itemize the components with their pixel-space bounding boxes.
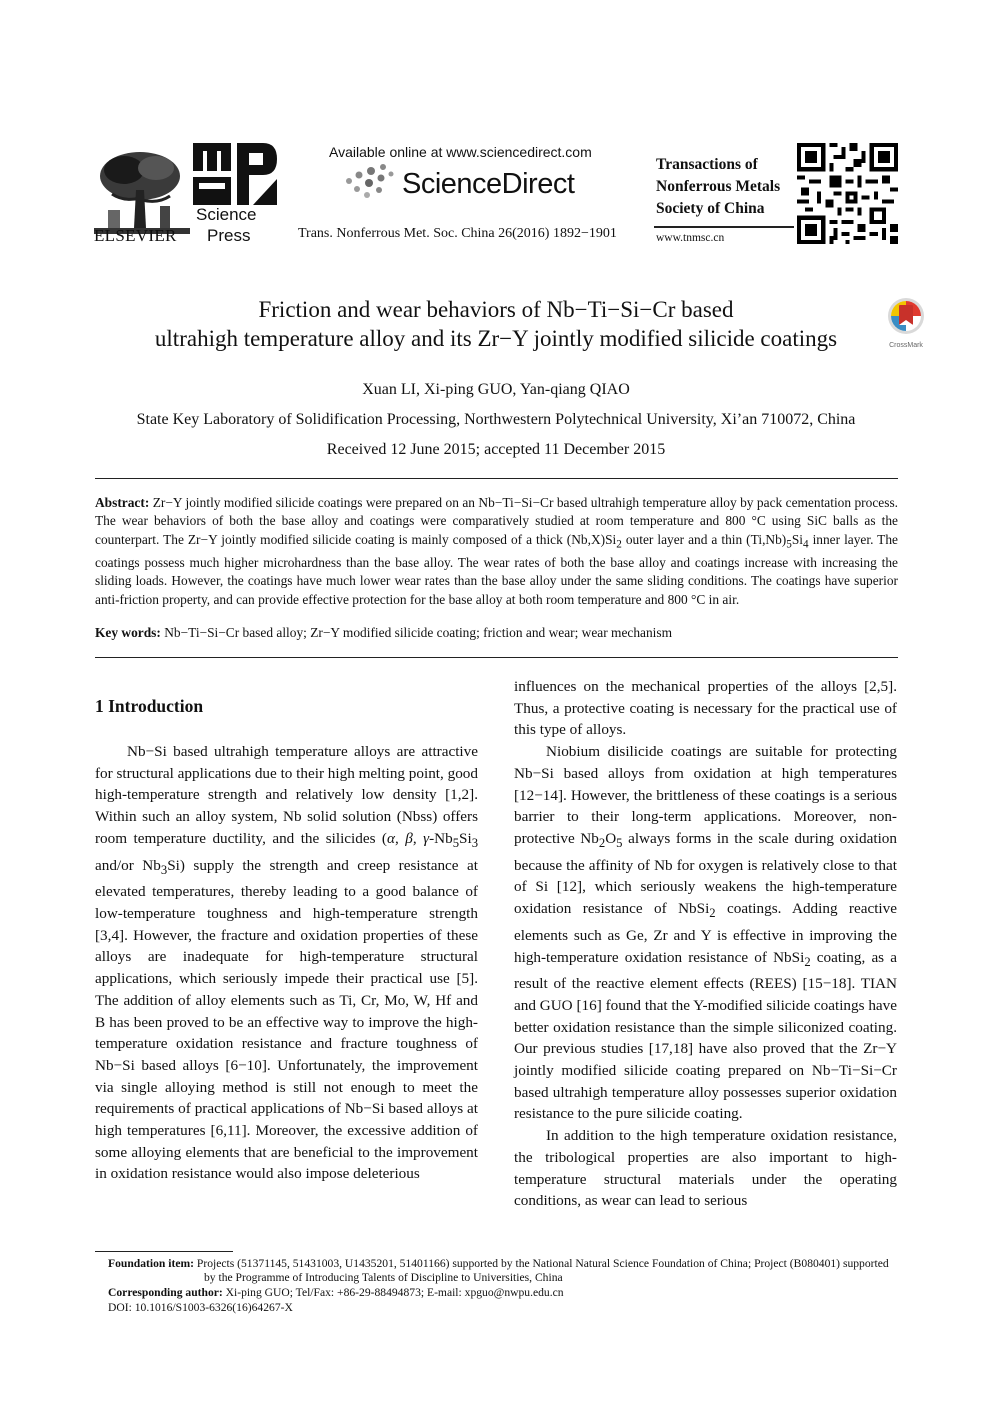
journal-citation: Trans. Nonferrous Met. Soc. China 26(2016) 1892−1901 [298,226,617,241]
journal-name-line: Nonferrous Metals [656,178,781,195]
title-line: ultrahigh temperature alloy and its Zr−Y jointly modified silicide coatings [154,326,838,351]
journal-divider [654,226,794,228]
journal-name [656,154,780,220]
abstract-text: inner layer. The coatings possess much higher microhardness than the base alloy. The wear rates of both the base alloy and coatings increase with increasing the sliding loads. However, the coatings have much lower wear rates than the base alloy under the same sliding conditions. The coatings have superior anti-friction property, and can provide effective protection for the base alloy at both room temperature and 800 °C in air. [95,531,899,607]
abstract [95,494,898,609]
sciencedirect-wordmark: ScienceDirect [402,168,575,200]
available-online-link[interactable]: Available online at www.sciencedirect.com [329,144,592,160]
elsevier-wordmark: ELSEVIER [94,226,177,245]
crossmark-label: CrossMark [889,342,923,349]
sciencedirect-dots-icon [343,163,397,201]
keywords-label: Key words: [95,625,161,640]
subscript: 2 [616,538,622,551]
keywords [95,624,898,642]
journal-name-line: Society of China [656,200,765,217]
abstract-top-rule [95,478,898,479]
science-press-line1: Science [196,205,257,224]
subscript: 4 [803,538,809,551]
keywords-text: Nb−Ti−Si−Cr based alloy; Zr−Y modified silicide coating; friction and wear; wear mechanism [160,625,673,640]
science-press-logo [193,143,277,205]
article-title [80,295,912,353]
journal-name-line: Transactions of [656,156,758,173]
abstract-text: Si [791,531,803,547]
affiliation: State Key Laboratory of Solidification Processing, Northwestern Polytechnical University, Xi’an 710072, China [136,411,856,428]
crossmark-badge[interactable] [884,296,928,349]
body-paragraph: Niobium disilicide coatings are suitable for protecting Nb−Si based alloys from oxidation at high temperatures [12−14]. However, the brittleness of these coatings is a serious barrier to their long-term applications. Moreover, non-protective $Nb_2O_5$ always forms in the scale during oxidation because the affinity of Nb for oxygen is relatively close to that of Si [12], which seriously weakens the high-temperature oxidation resistance of NbSi$_2$ coatings. Adding reactive elements such as Ge, Zr and Y is effective in improving the high-temperature oxidation resistance of NbSi$_2$ coating, as a result of the reactive element effects (REES) [15−18]. TIAN and GUO [16] found that the Y-modified silicide coatings have better oxidation resistance than the simple siliconized coating. Our previous studies [17,18] have also proved that the Zr−Y jointly modified silicide coating prepared on Nb−Ti−Si−Cr based ultrahigh temperature alloy possesses superior oxidation resistance to the pure silicide coating. [514,743,897,1123]
abstract-bottom-rule [95,657,898,658]
doi-footnote[interactable]: DOI: 10.1016/S1003-6326(16)64267-X [108,1301,293,1314]
right-column [514,676,897,1212]
body-paragraph: Nb−Si based ultrahigh temperature alloys are attractive for structural applications due to their high melting point, good high-temperature strength and relatively low density [1,2]. Within such an alloy system, Nb solid solution (Nbss) offers room temperature ductility, and the silicides (α, β, $\gamma-Nb_5Si_3$ and/or $Nb_3Si$) supply the strength and creep resistance at elevated temperatures, thereby leading to a good balance of low-temperature toughness and high-temperature strength [3,4]. However, the fracture and oxidation properties of these alloys are inadequate for high-temperature structural applications, which seriously impede their practical use [5]. The addition of alloy elements such as Ti, Cr, Mo, W, Hf and B has been proved to be an effective way to improve the high-temperature oxidation resistance and fracture toughness of Nb−Si based alloys [6−10]. Unfortunately, the improvement via single alloying method is still not enough to meet the requirements of practical applications of Nb−Si based alloys at high temperatures [6,11]. Moreover, the excessive addition of some alloying elements that are beneficial to the improvement in oxidation resistance would also impose deleterious [95,743,479,1183]
qr-code-icon [797,143,898,244]
body-paragraph-continued: influences on the mechanical properties of the alloys [2,5]. Thus, a protective coating is necessary for the practical use of this type of alloys. [514,678,897,739]
footnote-rule [95,1251,233,1252]
abstract-label: Abstract: [95,495,150,510]
received-dates: Received 12 June 2015; accepted 11 December 2015 [326,441,666,458]
science-press-line2: Press [207,226,251,245]
abstract-text: outer layer and a thin (Ti,Nb) [621,531,787,547]
body-paragraph: In addition to the high temperature oxidation resistance, the tribological properties are also important to high-temperature structural materials under the operating conditions, as wear can lead to serious [514,1127,897,1210]
journal-url-link[interactable]: www.tnmsc.cn [656,232,725,244]
title-line: Friction and wear behaviors of Nb−Ti−Si−Cr based [258,297,734,322]
subscript: 5 [786,538,792,551]
section-heading: 1 Introduction [95,696,204,716]
corresponding-author-footnote: Corresponding author: Xi-ping GUO; Tel/Fax: +86-29-88494873; E-mail: xpguo@nwpu.edu.cn [108,1286,564,1299]
abstract-text: Zr−Y jointly modified silicide coatings were prepared on an Nb−Ti−Si−Cr based ultrahigh temperature alloy by pack cementation process. The wear behaviors of both the base alloy and coatings were comparatively studied at room temperature and 800 °C using SiC balls as the counterpart. The Zr−Y jointly modified silicide coating is mainly composed of a thick (Nb,X)Si [95,495,898,547]
left-column [95,741,478,1185]
crossmark-icon [884,296,928,336]
foundation-footnote: Foundation item: Projects (51371145, 51431003, U1435201, 51401166) supported by the National Natural Science Foundation of China; Project (B080401) supported by the Programme of Introducing Talents of Discipline to Universities, China [108,1257,889,1285]
author-list: Xuan LI, Xi-ping GUO, Yan-qiang QIAO [362,381,630,398]
